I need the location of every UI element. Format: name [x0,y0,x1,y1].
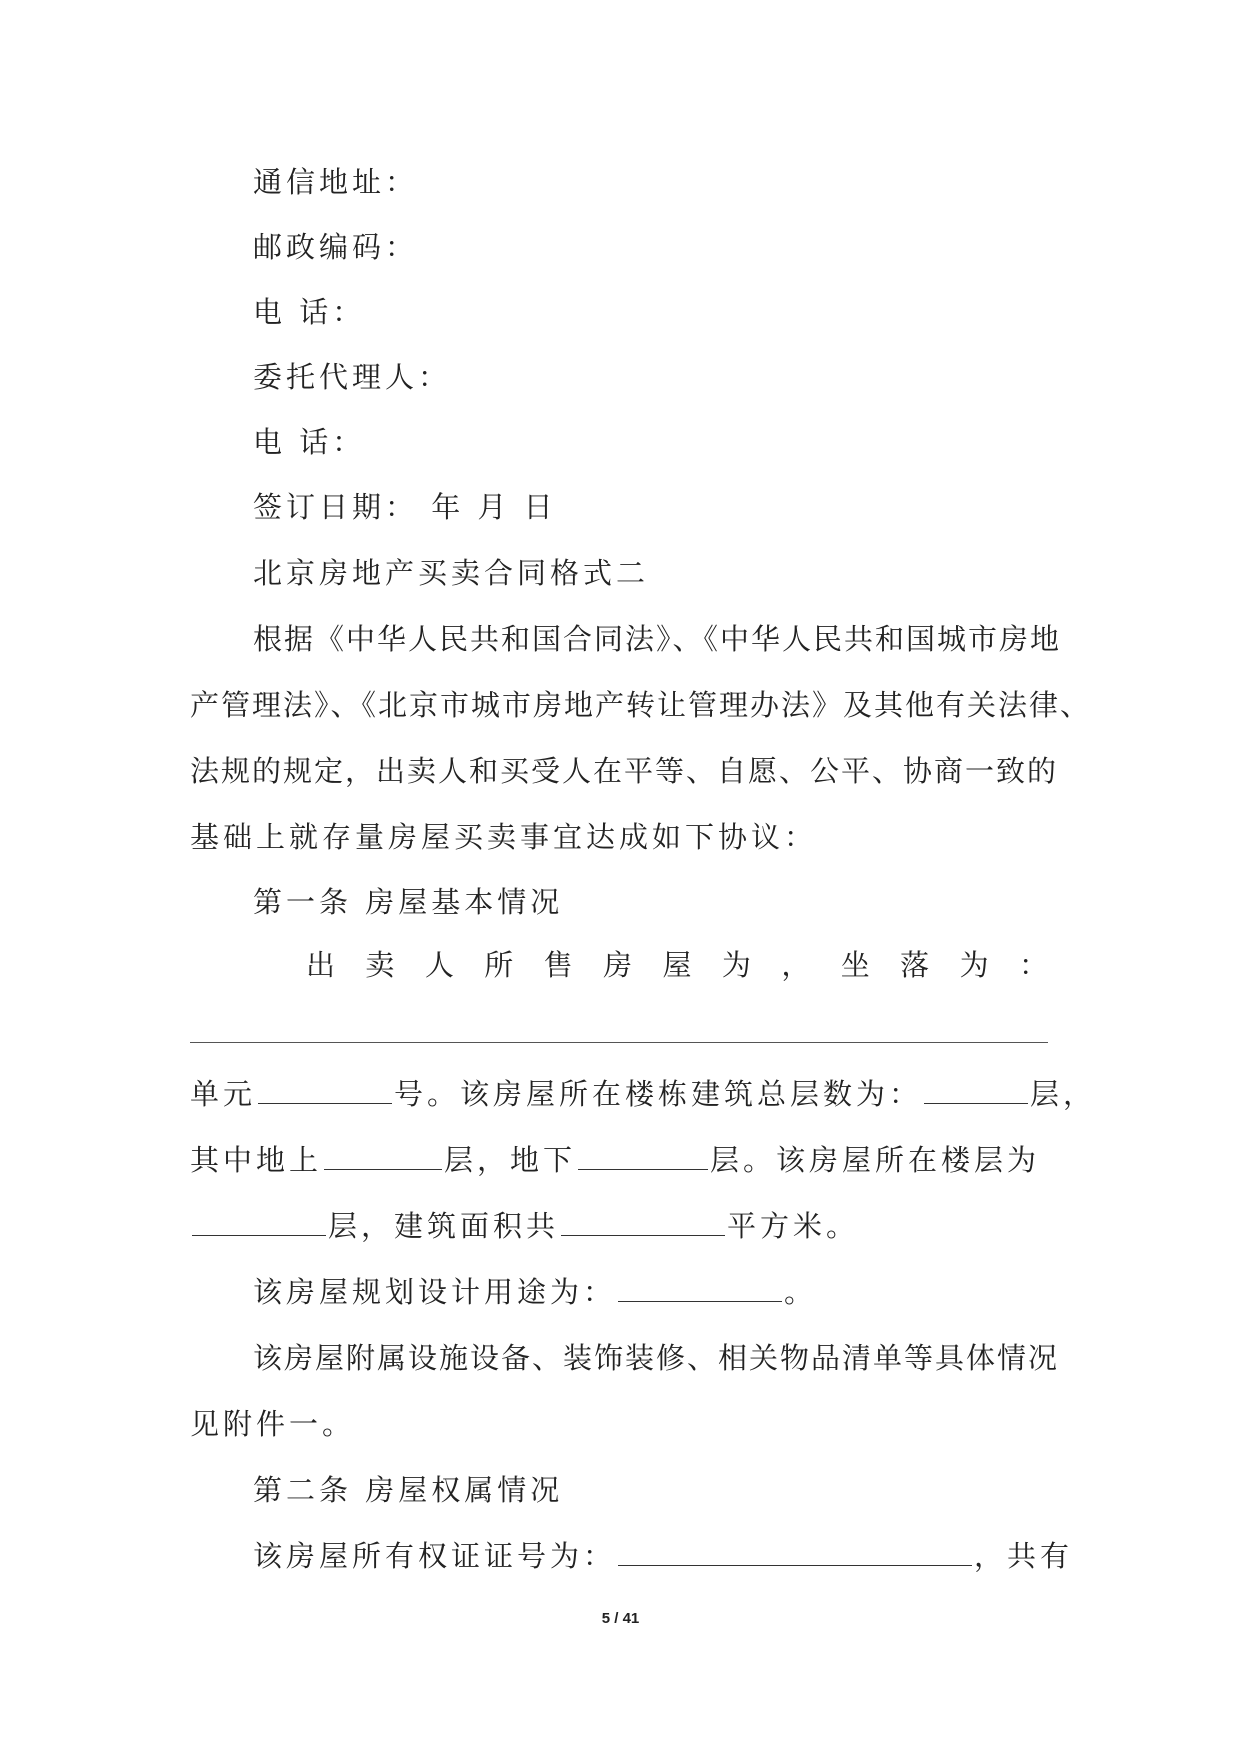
blank-field [561,1209,725,1236]
fill-in-rule [190,1042,1048,1043]
section-title: 北京房地产买卖合同格式二 [253,556,650,590]
agent-phone-label: 电 话： [253,425,366,459]
blank-field [258,1077,392,1104]
paragraph-line [190,1074,1096,1114]
text-segment: 单元 [190,1077,257,1111]
signing-date-label: 签订日期： 年 月 日 [253,490,557,524]
text-segment: 层，建筑面积共 [328,1209,560,1243]
paragraph-line: 法规的规定，出卖人和买受人在平等、自愿、公平、协商一致的 [190,754,1059,788]
mailing-address-label: 通信地址： [253,165,419,199]
blank-field [324,1143,442,1170]
text-segment: 层，地下 [444,1143,577,1177]
text-segment: 层， [1030,1077,1097,1111]
text-segment: 号。该房屋所在楼栋建筑总层数为： [394,1077,923,1111]
text-segment: 层。该房屋所在楼层为 [710,1143,1041,1177]
blank-field [192,1209,326,1236]
paragraph-line [253,1272,817,1312]
paragraph-line: 根据《中华人民共和国合同法》、《中华人民共和国城市房地 [253,622,1062,656]
paragraph-line [190,1206,859,1246]
paragraph-line: 产管理法》、《北京市城市房地产转让管理办法》及其他有关法律、 [190,688,1092,722]
text-segment: 。 [784,1275,818,1309]
paragraph-line: 该房屋附属设施设备、装饰装修、相关物品清单等具体情况 [253,1341,1060,1375]
article-1-heading: 第一条 房屋基本情况 [253,885,564,919]
article-2-heading: 第二条 房屋权属情况 [253,1473,564,1507]
paragraph-line [190,1140,1040,1180]
phone-label: 电 话： [253,295,366,329]
blank-field [924,1077,1028,1104]
text-segment: ，共有 [974,1539,1074,1573]
paragraph-line: 见附件一。 [190,1407,356,1441]
paragraph-line: 基础上就存量房屋买卖事宜达成如下协议： [190,820,818,854]
postal-code-label: 邮政编码： [253,230,419,264]
page-number: 5 / 41 [601,1610,640,1627]
paragraph-line [253,1536,1073,1576]
agent-label: 委托代理人： [253,360,452,394]
paragraph-line: 出卖人所售房屋为，坐落为： [306,948,1048,982]
text-segment: 该房屋所有权证证号为： [253,1539,617,1573]
text-segment: 该房屋规划设计用途为： [253,1275,617,1309]
text-segment: 平方米。 [727,1209,860,1243]
text-segment: 其中地上 [190,1143,323,1177]
blank-field [578,1143,708,1170]
blank-field [618,1275,782,1302]
blank-field [618,1539,972,1566]
